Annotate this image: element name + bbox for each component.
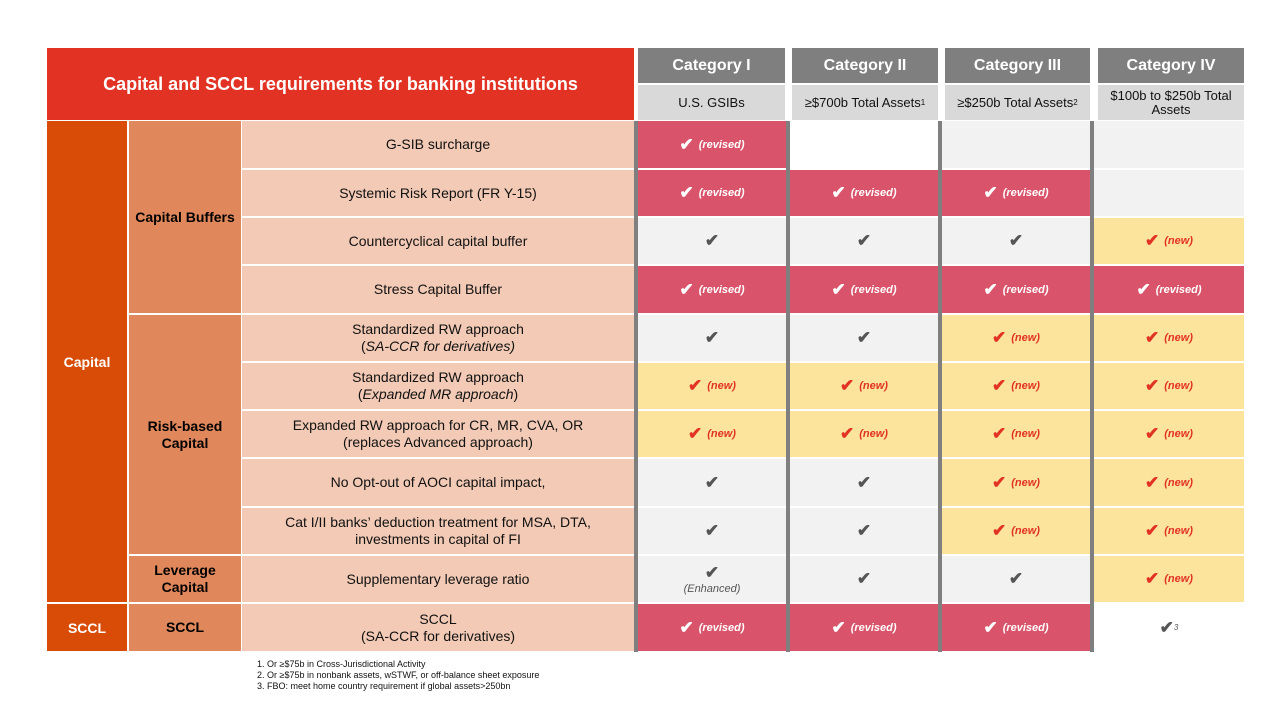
check-with-note bbox=[679, 618, 744, 638]
check-with-note bbox=[992, 424, 1040, 444]
column-separator bbox=[786, 121, 790, 652]
check-with-note bbox=[983, 618, 1048, 638]
cell-note: (revised) bbox=[1002, 621, 1049, 634]
requirement-cell bbox=[1094, 121, 1244, 168]
cell-note: (new) bbox=[1164, 525, 1193, 537]
check-icon: ✔ bbox=[983, 279, 998, 299]
requirement-cell bbox=[1094, 508, 1244, 554]
check-icon: ✔ bbox=[856, 328, 872, 347]
cell-note: (new) bbox=[1164, 380, 1193, 392]
requirement-cell bbox=[1094, 170, 1244, 216]
row-label-line2 bbox=[343, 434, 533, 451]
check-with-note bbox=[992, 521, 1040, 541]
requirement-cell bbox=[942, 218, 1090, 264]
row-label bbox=[242, 411, 634, 457]
category-subheader-2: ≥$700b Total Assets 1 bbox=[792, 85, 938, 120]
requirement-cell bbox=[1094, 315, 1244, 361]
row-label bbox=[242, 266, 634, 313]
cell-note: (new) bbox=[1164, 573, 1193, 585]
requirement-cell bbox=[1094, 363, 1244, 409]
check-with-note bbox=[1145, 376, 1193, 396]
row-label bbox=[242, 508, 634, 554]
category-header-1: Category I bbox=[638, 48, 785, 83]
cell-note: (new) bbox=[859, 428, 888, 440]
row-label bbox=[242, 459, 634, 506]
requirement-cell bbox=[638, 121, 786, 168]
group-sccl: SCCL bbox=[47, 604, 127, 651]
row-label-line2-text: SA-CCR for derivatives) bbox=[365, 338, 516, 354]
cell-note: (new) bbox=[707, 380, 736, 392]
check-icon: ✔ bbox=[704, 563, 720, 582]
check-icon: ✔ bbox=[704, 521, 720, 540]
check-icon: ✔ bbox=[856, 472, 872, 492]
row-label-line2-text: (SA-CCR for derivatives) bbox=[360, 627, 516, 644]
check-with-note bbox=[1145, 473, 1193, 493]
check-icon: ✔ bbox=[831, 279, 846, 299]
requirement-cell bbox=[942, 508, 1090, 554]
group-risk-based-capital: Risk-based Capital bbox=[129, 315, 241, 554]
row-label-line1: G-SIB surcharge bbox=[385, 136, 491, 152]
cell-note: (new) bbox=[1011, 380, 1040, 392]
check-icon: ✔ bbox=[1145, 472, 1160, 492]
row-label bbox=[242, 363, 634, 409]
check-icon: ✔ bbox=[840, 424, 855, 443]
check-with-note bbox=[1145, 424, 1193, 444]
check-icon: ✔ bbox=[679, 617, 694, 637]
footnote-ref: 2 bbox=[1073, 97, 1078, 107]
requirement-cell bbox=[790, 508, 938, 554]
check-with-note bbox=[992, 376, 1040, 396]
check-with-note bbox=[679, 183, 744, 203]
check-icon: ✔ bbox=[831, 617, 846, 637]
category-header-3: Category III bbox=[945, 48, 1090, 83]
requirement-cell bbox=[942, 121, 1090, 168]
cell-note: (revised) bbox=[1002, 187, 1049, 199]
cell-note: (Enhanced) bbox=[683, 583, 741, 595]
requirement-cell bbox=[790, 411, 938, 457]
requirement-cell bbox=[1094, 604, 1244, 651]
check-icon: ✔ bbox=[1159, 617, 1174, 637]
check-icon: ✔ bbox=[856, 569, 872, 588]
check-with-note bbox=[705, 473, 719, 493]
requirement-cell bbox=[1094, 411, 1244, 457]
cell-note: (new) bbox=[1011, 476, 1040, 489]
check-icon: ✔ bbox=[1145, 521, 1160, 540]
column-separator bbox=[634, 121, 638, 652]
row-label bbox=[242, 604, 634, 651]
check-icon: ✔ bbox=[983, 183, 998, 202]
requirement-cell bbox=[942, 170, 1090, 216]
check-with-note bbox=[705, 328, 719, 348]
requirement-cell bbox=[638, 170, 786, 216]
requirement-cell bbox=[790, 363, 938, 409]
row-label-line2 bbox=[355, 531, 521, 548]
check-icon: ✔ bbox=[992, 376, 1007, 395]
cell-note: (new) bbox=[1011, 428, 1040, 440]
check-icon: ✔ bbox=[688, 424, 703, 443]
cell-note: (revised) bbox=[1002, 283, 1049, 296]
row-label bbox=[242, 218, 634, 264]
check-with-note bbox=[831, 280, 896, 300]
check-with-note bbox=[679, 135, 744, 155]
requirement-cell bbox=[1094, 556, 1244, 602]
requirement-cell bbox=[942, 556, 1090, 602]
requirement-cell bbox=[1094, 218, 1244, 264]
check-with-note bbox=[1009, 569, 1023, 589]
check-icon: ✔ bbox=[704, 328, 720, 347]
row-label-prefix: ( bbox=[360, 338, 366, 354]
requirement-cell bbox=[638, 411, 786, 457]
requirement-cell bbox=[638, 266, 786, 313]
row-label-line1: Systemic Risk Report (FR Y-15) bbox=[339, 184, 537, 201]
row-label-line1: Standardized RW approach bbox=[352, 369, 524, 385]
requirement-cell bbox=[942, 363, 1090, 409]
check-icon: ✔ bbox=[688, 376, 703, 395]
cell-note: (revised) bbox=[698, 138, 745, 151]
row-label-line2-text: Expanded MR approach bbox=[362, 386, 514, 402]
check-with-note bbox=[1009, 231, 1023, 251]
row-label-line1: SCCL bbox=[419, 610, 457, 627]
check-with-note bbox=[857, 569, 871, 589]
check-with-note bbox=[688, 376, 736, 396]
check-with-note bbox=[992, 473, 1040, 493]
group-capital-buffers: Capital Buffers bbox=[129, 121, 241, 313]
category-header-2: Category II bbox=[792, 48, 938, 83]
check-with-note bbox=[831, 618, 896, 638]
requirement-cell bbox=[942, 459, 1090, 506]
category-subheader-4: $100b to $250b Total Assets bbox=[1098, 85, 1244, 120]
requirement-cell bbox=[638, 508, 786, 554]
check-with-note bbox=[857, 328, 871, 348]
footnote-1: 1. Or ≥$75b in Cross-Jurisdictional Activity bbox=[257, 659, 426, 669]
check-icon: ✔ bbox=[840, 376, 855, 395]
check-icon: ✔ bbox=[1145, 424, 1160, 443]
check-icon: ✔ bbox=[1136, 279, 1151, 299]
check-with-note bbox=[1145, 521, 1193, 541]
check-icon: ✔ bbox=[831, 183, 846, 202]
group-sccl-sub: SCCL bbox=[129, 604, 241, 651]
check-with-note bbox=[1145, 328, 1193, 348]
requirement-cell bbox=[638, 556, 786, 602]
group-leverage-capital: Leverage Capital bbox=[129, 556, 241, 602]
requirement-cell bbox=[942, 266, 1090, 313]
row-label-line2 bbox=[361, 628, 515, 645]
row-label bbox=[242, 315, 634, 361]
cell-note: (revised) bbox=[698, 187, 745, 199]
row-label-line1: No Opt-out of AOCI capital impact, bbox=[330, 474, 546, 490]
check-icon: ✔ bbox=[1145, 231, 1160, 250]
requirement-cell bbox=[790, 266, 938, 313]
check-icon: ✔ bbox=[1145, 376, 1160, 395]
check-icon: ✔ bbox=[856, 521, 872, 540]
check-icon: ✔ bbox=[679, 134, 694, 154]
row-label-line2 bbox=[361, 338, 515, 355]
row-label-suffix: ) bbox=[513, 386, 519, 402]
check-with-note bbox=[840, 376, 888, 396]
check-icon: ✔ bbox=[1145, 569, 1160, 588]
check-icon: ✔ bbox=[704, 231, 720, 250]
cell-note: (new) bbox=[1164, 428, 1193, 440]
check-with-note bbox=[857, 473, 871, 493]
column-separator bbox=[1090, 121, 1094, 652]
requirement-cell bbox=[942, 604, 1090, 651]
check-with-note bbox=[857, 231, 871, 251]
row-label-line1: Expanded RW approach for CR, MR, CVA, OR bbox=[292, 417, 584, 433]
cell-note: (new) bbox=[1011, 525, 1040, 537]
requirement-cell bbox=[790, 218, 938, 264]
cell-note: (revised) bbox=[850, 187, 897, 199]
cell-note: (new) bbox=[1164, 235, 1193, 247]
row-label-line1: Standardized RW approach bbox=[352, 321, 524, 337]
row-label-line2-text: (replaces Advanced approach) bbox=[343, 434, 533, 450]
requirement-cell bbox=[638, 315, 786, 361]
requirement-cell bbox=[638, 604, 786, 651]
row-label bbox=[242, 170, 634, 216]
row-label-line2 bbox=[358, 386, 518, 403]
check-icon: ✔ bbox=[679, 183, 694, 202]
requirement-cell bbox=[790, 556, 938, 602]
check-with-note bbox=[840, 424, 888, 444]
check-icon: ✔ bbox=[992, 521, 1007, 540]
check-with-note bbox=[705, 521, 719, 541]
row-label-line1: Cat I/II banks’ deduction treatment for MSA, DTA, bbox=[285, 514, 591, 530]
cell-note: (new) bbox=[1164, 332, 1193, 344]
cell-note: (new) bbox=[1011, 332, 1040, 344]
requirement-cell bbox=[638, 363, 786, 409]
cell-note: (new) bbox=[707, 428, 736, 440]
check-with-note bbox=[983, 280, 1048, 300]
requirement-cell bbox=[942, 411, 1090, 457]
check-with-note bbox=[705, 231, 719, 251]
row-label-line1: Supplementary leverage ratio bbox=[346, 570, 530, 587]
requirement-cell bbox=[790, 121, 938, 168]
requirement-cell bbox=[790, 315, 938, 361]
check-with-note bbox=[1136, 280, 1201, 300]
check-with-note bbox=[857, 521, 871, 541]
requirement-cell bbox=[790, 604, 938, 651]
requirement-cell bbox=[790, 170, 938, 216]
cell-note: (revised) bbox=[850, 621, 897, 634]
footnote-3: 3. FBO: meet home country requirement if global assets>250bn bbox=[257, 681, 511, 691]
row-label-line2-text: investments in capital of FI bbox=[355, 531, 521, 547]
group-capital: Capital bbox=[47, 121, 127, 602]
check-icon: ✔ bbox=[992, 424, 1007, 443]
row-label-prefix: ( bbox=[357, 386, 363, 402]
check-icon: ✔ bbox=[983, 617, 998, 637]
requirement-cell bbox=[790, 459, 938, 506]
footnote-2: 2. Or ≥$75b in nonbank assets, wSTWF, or off-balance sheet exposure bbox=[257, 670, 540, 680]
check-icon: ✔ bbox=[992, 472, 1007, 492]
check-icon: ✔ bbox=[1008, 569, 1024, 588]
requirement-cell bbox=[638, 459, 786, 506]
check-with-note bbox=[1145, 569, 1193, 589]
cell-note: (new) bbox=[1164, 476, 1193, 489]
footnote-ref: 1 bbox=[920, 97, 926, 107]
check-icon: ✔ bbox=[1008, 231, 1024, 250]
check-icon: ✔ bbox=[1145, 328, 1160, 347]
category-subheader-3: ≥$250b Total Assets 2 bbox=[945, 85, 1090, 120]
cell-note: (revised) bbox=[698, 283, 745, 296]
category-header-4: Category IV bbox=[1098, 48, 1244, 83]
check-with-note bbox=[983, 183, 1048, 203]
check-with-note bbox=[688, 424, 736, 444]
cell-note: (new) bbox=[859, 380, 888, 392]
requirement-cell bbox=[1094, 459, 1244, 506]
requirement-cell bbox=[1094, 266, 1244, 313]
category-subheader-1: U.S. GSIBs bbox=[638, 85, 785, 120]
requirement-cell bbox=[942, 315, 1090, 361]
check-with-note bbox=[679, 280, 744, 300]
row-label-line1: Countercyclical capital buffer bbox=[348, 232, 528, 249]
row-label bbox=[242, 121, 634, 168]
row-label bbox=[242, 556, 634, 602]
cell-note: (revised) bbox=[850, 283, 897, 296]
check-with-note bbox=[831, 183, 896, 203]
check-icon: ✔ bbox=[856, 231, 872, 250]
check-with-footnote bbox=[1160, 618, 1179, 638]
check-icon: ✔ bbox=[704, 472, 720, 492]
check-with-note bbox=[1145, 231, 1193, 251]
check-icon: ✔ bbox=[992, 328, 1007, 347]
requirement-cell bbox=[638, 218, 786, 264]
cell-note: (revised) bbox=[1155, 283, 1202, 296]
table-title: Capital and SCCL requirements for banking institutions bbox=[47, 48, 634, 120]
column-separator bbox=[938, 121, 942, 652]
check-icon: ✔ bbox=[679, 279, 694, 299]
check-with-note bbox=[992, 328, 1040, 348]
row-label-line1: Stress Capital Buffer bbox=[373, 281, 503, 297]
cell-note: (revised) bbox=[698, 621, 745, 634]
footnote-ref: 3 bbox=[1173, 623, 1179, 632]
